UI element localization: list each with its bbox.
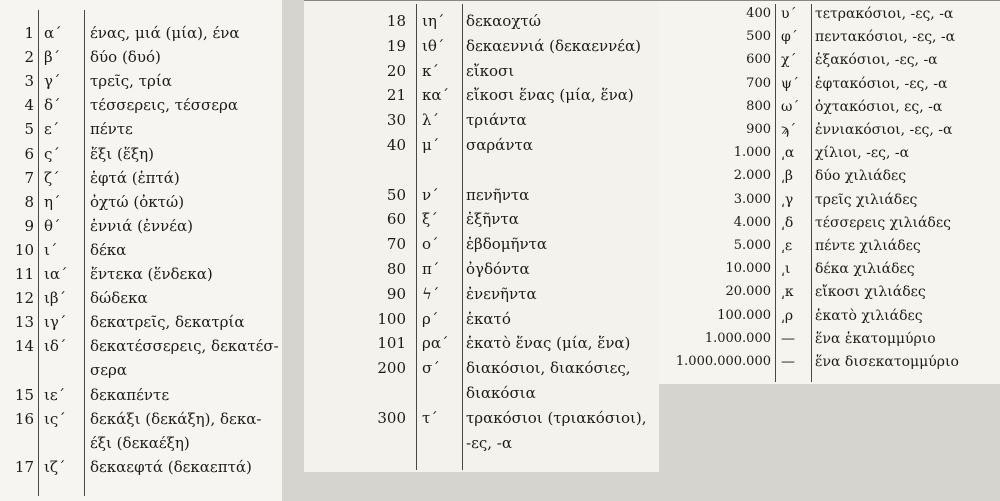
table-row: [304, 207, 659, 231]
table-row: [659, 72, 1000, 96]
table-row: [304, 232, 659, 256]
table-row: [0, 93, 282, 117]
arabic-numeral: 700: [746, 75, 771, 91]
arabic-numeral: 1: [24, 24, 34, 42]
number-word: διακόσια: [466, 384, 536, 402]
table-row: [659, 234, 1000, 258]
number-word: τριάντα: [466, 111, 527, 130]
greek-numeral: χ΄: [781, 52, 797, 69]
greek-numeral: υ΄: [781, 6, 797, 22]
table-row: [304, 183, 659, 207]
greek-numeral: γ΄: [44, 72, 61, 91]
number-word: ὀχτακόσιοι, ες, -α: [815, 98, 943, 115]
top-rule: [304, 0, 659, 1]
table-row: [0, 455, 282, 479]
greek-numeral: ρ΄: [422, 309, 439, 328]
table-row: [0, 262, 282, 286]
greek-numeral: ο΄: [422, 235, 439, 254]
table-row: [659, 211, 1000, 235]
table-row: [0, 45, 282, 69]
table-row: [0, 190, 282, 214]
number-word: σαράντα: [466, 136, 533, 154]
greek-numeral: ιγ΄: [44, 313, 67, 332]
arabic-numeral: 20.000: [725, 284, 771, 300]
arabic-numeral: 14: [14, 337, 34, 356]
greek-numeral: β΄: [44, 48, 61, 67]
numeral-table-page-1: [0, 0, 282, 501]
table-row: [304, 406, 659, 430]
arabic-numeral: 400: [746, 6, 771, 21]
number-word: δεκαεννιά (δεκαεννέα): [466, 36, 642, 55]
number-word: ἕνα ἑκατομμύριο: [815, 330, 936, 347]
arabic-numeral: 15: [14, 385, 34, 404]
arabic-numeral: 5: [24, 120, 34, 139]
number-word: διακόσιοι, διακόσιες,: [466, 359, 631, 378]
greek-numeral: θ΄: [44, 216, 61, 235]
table-row: [0, 383, 282, 407]
arabic-numeral: 40: [386, 136, 406, 154]
arabic-numeral: 70: [386, 235, 406, 254]
arabic-numeral: 3: [24, 72, 34, 91]
table-row: [659, 257, 1000, 281]
arabic-numeral: 11: [14, 265, 34, 283]
greek-numeral: ͵ι: [781, 261, 791, 278]
greek-numeral: μ΄: [422, 136, 440, 154]
arabic-numeral: 600: [746, 52, 771, 68]
table-row: [304, 34, 659, 58]
table-row: [0, 21, 282, 45]
arabic-numeral: 50: [386, 185, 406, 204]
arabic-numeral: 800: [746, 98, 771, 114]
table-row: [304, 431, 659, 455]
arabic-numeral: 2: [24, 48, 34, 67]
numeral-table-page-3: [659, 0, 1000, 384]
greek-numeral: ιβ΄: [44, 289, 67, 308]
greek-numeral: δ΄: [44, 96, 61, 115]
number-word: ἕξι (ἕξη): [90, 144, 154, 163]
greek-numeral: ͵δ: [781, 214, 794, 231]
greek-numeral: ϡ΄: [781, 122, 797, 138]
greek-numeral: ιζ΄: [44, 457, 66, 476]
number-word: χίλιοι, -ες, -α: [815, 145, 910, 162]
number-word: δώδεκα: [90, 289, 148, 308]
number-word: ἑφτακόσιοι, -ες, -α: [815, 75, 948, 92]
greek-numeral: ϟ΄: [422, 284, 440, 303]
arabic-numeral: 101: [377, 334, 406, 353]
greek-numeral: ͵ε: [781, 238, 793, 254]
arabic-numeral: 17: [14, 457, 34, 476]
arabic-numeral: 12: [14, 289, 34, 308]
table-row: [304, 282, 659, 306]
greek-numeral: ψ΄: [781, 75, 799, 92]
greek-numeral: ι΄: [44, 240, 58, 259]
arabic-numeral: 1.000.000: [704, 330, 771, 346]
table-row: [304, 381, 659, 405]
arabic-numeral: 8: [24, 192, 34, 211]
greek-numeral: ξ΄: [422, 210, 438, 229]
arabic-numeral: 200: [377, 359, 406, 378]
table-row: [659, 304, 1000, 328]
greek-numeral: ζ΄: [44, 168, 60, 187]
table-row: [659, 280, 1000, 304]
number-word: ἐνενῆντα: [466, 284, 537, 303]
table-row: [659, 2, 1000, 26]
number-word: ἐννιακόσιοι, -ες, -α: [815, 122, 953, 138]
number-word: δέκα: [90, 240, 127, 259]
number-word: ἑξῆντα: [466, 210, 519, 229]
number-word: ἑφτά (ἑπτά): [90, 168, 180, 187]
arabic-numeral: 6: [24, 144, 34, 163]
number-word: πενῆντα: [466, 185, 530, 204]
number-word: τετρακόσιοι, -ες, -α: [815, 6, 954, 22]
table-row: [659, 188, 1000, 212]
number-word: δεκατέσσερεις, δεκατέσ-: [90, 337, 279, 356]
arabic-numeral: 2.000: [733, 168, 771, 184]
greek-numeral: ͵γ: [781, 191, 794, 208]
arabic-numeral: 4: [24, 96, 34, 115]
table-row: [0, 117, 282, 141]
greek-numeral: φ΄: [781, 29, 798, 46]
number-word: ἑκατὸ χιλιάδες: [815, 307, 923, 324]
number-word: ἑβδομῆντα: [466, 235, 548, 254]
number-word: δεκατρεῖς, δεκατρία: [90, 313, 245, 332]
arabic-numeral: 3.000: [733, 191, 771, 207]
greek-numeral: λ΄: [422, 111, 440, 130]
table-row: [304, 9, 659, 33]
greek-numeral: ις΄: [44, 409, 66, 428]
greek-numeral: ιη΄: [422, 12, 445, 30]
table-row: [0, 286, 282, 310]
table-row: [0, 166, 282, 190]
number-word: δεκάξι (δεκάξη), δεκα-: [90, 409, 262, 428]
number-word: τρεῖς, τρία: [90, 72, 172, 91]
number-word: εἴκοσι χιλιάδες: [815, 284, 926, 301]
arabic-numeral: 1.000: [733, 145, 771, 161]
greek-numeral: ͵α: [781, 145, 795, 162]
table-row: [659, 95, 1000, 119]
number-word: ἑκατὸ ἕνας (μία, ἕνα): [466, 334, 631, 353]
number-word: τέσσερεις, τέσσερα: [90, 96, 238, 115]
table-row: [659, 327, 1000, 351]
table-row: [304, 83, 659, 107]
greek-numeral: ιθ΄: [422, 36, 445, 55]
table-row: [0, 69, 282, 93]
number-word: δύο (δυό): [90, 48, 161, 67]
table-row: [304, 133, 659, 157]
number-word: σερα: [90, 361, 127, 380]
arabic-numeral: 100: [377, 309, 406, 328]
arabic-numeral: 10.000: [725, 261, 771, 277]
table-row: [659, 141, 1000, 165]
arabic-numeral: 1.000.000.000: [675, 354, 771, 369]
number-word: έξι (δεκαέξη): [90, 433, 190, 452]
arabic-numeral: 500: [746, 29, 771, 45]
arabic-numeral: 100.000: [717, 307, 771, 323]
table-row: [659, 164, 1000, 188]
table-row: [304, 331, 659, 355]
number-word: ἕνα δισεκατομμύριο: [815, 354, 959, 370]
greek-numeral: ιδ΄: [44, 337, 67, 356]
arabic-numeral: 7: [24, 168, 34, 187]
table-row: [304, 257, 659, 281]
table-row: [0, 431, 282, 455]
arabic-numeral: 5.000: [733, 238, 771, 253]
arabic-numeral: 20: [386, 61, 406, 80]
number-word: δύο χιλιάδες: [815, 168, 907, 185]
table-row: [304, 108, 659, 132]
arabic-numeral: 900: [746, 122, 771, 137]
number-word: ἕντεκα (ἕνδεκα): [90, 265, 213, 283]
table-row: [304, 356, 659, 380]
arabic-numeral: 30: [386, 111, 406, 130]
number-word: ὀγδόντα: [466, 260, 530, 278]
greek-numeral: π΄: [422, 260, 440, 278]
top-rule: [659, 0, 1000, 1]
greek-numeral: α΄: [44, 24, 62, 42]
table-row: [659, 25, 1000, 49]
table-row: [0, 407, 282, 431]
greek-numeral: η΄: [44, 192, 61, 211]
number-word: τέσσερεις χιλιάδες: [815, 214, 951, 231]
greek-numeral: ͵κ: [781, 284, 794, 301]
table-row: [659, 48, 1000, 72]
arabic-numeral: 300: [377, 408, 406, 427]
number-word: ένας, μιά (μία), ένα: [90, 24, 240, 42]
greek-numeral: κα΄: [422, 86, 450, 105]
numeral-table-page-2: [304, 0, 659, 472]
greek-numeral: ͵β: [781, 168, 793, 185]
arabic-numeral: 10: [14, 240, 34, 259]
arabic-numeral: 90: [386, 284, 406, 303]
arabic-numeral: 4.000: [733, 214, 771, 230]
table-row: [304, 158, 659, 182]
greek-numeral: —: [781, 354, 795, 370]
greek-numeral: ν΄: [422, 185, 439, 204]
number-word: δεκαπέντε: [90, 385, 170, 404]
greek-numeral: τ΄: [422, 408, 438, 427]
number-word: πέντε χιλιάδες: [815, 238, 921, 254]
arabic-numeral: 9: [24, 216, 34, 235]
greek-numeral: ια΄: [44, 265, 68, 283]
table-row: [0, 334, 282, 358]
number-word: ἑκατό: [466, 309, 511, 328]
number-word: ἑξακόσιοι, -ες, -α: [815, 52, 938, 69]
number-word: εἴκοσι ἕνας (μία, ἕνα): [466, 86, 634, 105]
arabic-numeral: 60: [386, 210, 406, 229]
number-word: πεντακόσιοι, -ες, -α: [815, 29, 956, 46]
arabic-numeral: 13: [14, 313, 34, 332]
greek-numeral: ω΄: [781, 98, 800, 115]
table-row: [304, 59, 659, 83]
table-row: [0, 214, 282, 238]
number-word: ἐννιά (ἐννέα): [90, 216, 193, 235]
arabic-numeral: 16: [14, 409, 34, 428]
greek-numeral: ς΄: [44, 144, 60, 163]
greek-numeral: ͵ρ: [781, 307, 794, 324]
table-row: [659, 350, 1000, 374]
greek-numeral: ρα΄: [422, 334, 449, 353]
table-row: [659, 118, 1000, 142]
number-word: τρακόσιοι (τριακόσιοι),: [466, 408, 647, 427]
number-word: τρεῖς χιλιάδες: [815, 191, 918, 208]
greek-numeral: ιε΄: [44, 385, 66, 404]
number-word: δεκαοχτώ: [466, 12, 541, 30]
arabic-numeral: 21: [386, 86, 406, 105]
arabic-numeral: 19: [386, 36, 406, 55]
number-word: ὀχτώ (ὀκτώ): [90, 192, 185, 211]
table-row: [0, 358, 282, 382]
table-row: [0, 310, 282, 334]
greek-numeral: —: [781, 330, 795, 347]
greek-numeral: σ΄: [422, 359, 440, 378]
number-word: δεκαεφτά (δεκαεπτά): [90, 457, 252, 476]
number-word: δέκα χιλιάδες: [815, 261, 915, 278]
number-word: πέντε: [90, 120, 133, 139]
arabic-numeral: 18: [386, 12, 406, 30]
greek-numeral: ε΄: [44, 120, 60, 139]
arabic-numeral: 80: [386, 260, 406, 278]
table-row: [0, 142, 282, 166]
table-row: [0, 238, 282, 262]
number-word: εἴκοσι: [466, 61, 515, 80]
number-word: -ες, -α: [466, 433, 512, 452]
greek-numeral: κ΄: [422, 61, 439, 80]
table-row: [304, 307, 659, 331]
